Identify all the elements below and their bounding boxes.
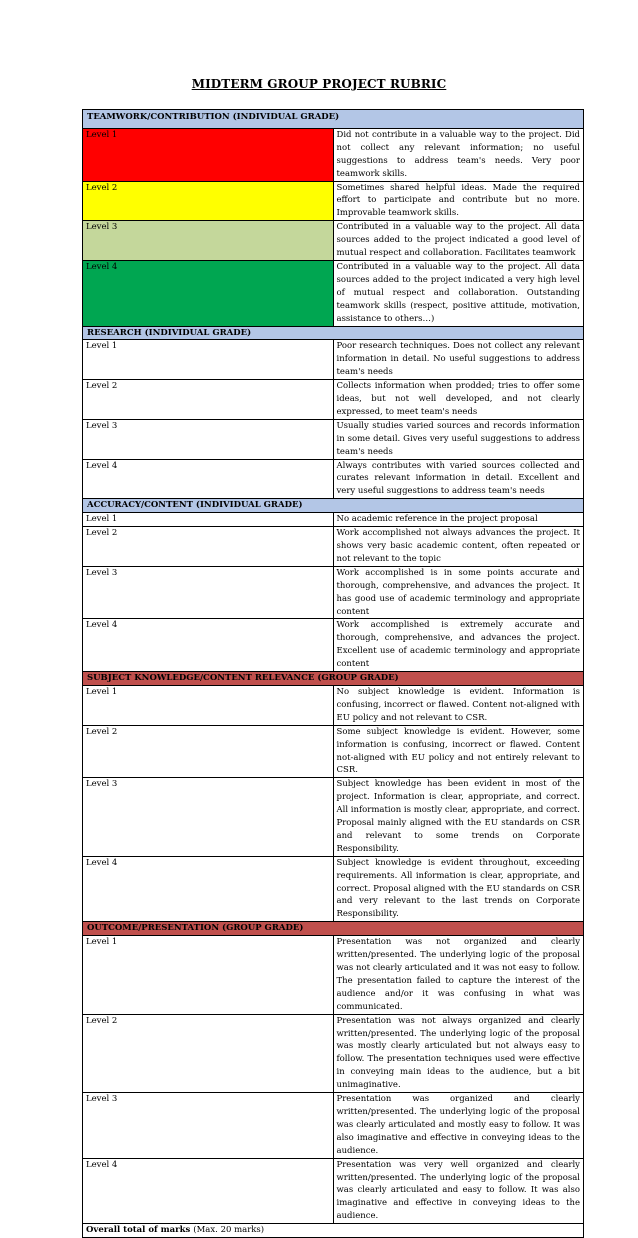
level-description: Subject knowledge has been evident in most of the project. Information is clear, appropriate, and correct. All information is mostly clear, appropriate, and correct. Proposal mainly aligned with the EU standards on CSR and relevant to some trends on Corporate Responsibility.	[333, 778, 584, 856]
level-label: Level 4	[83, 1158, 334, 1224]
level-description: Contributed in a valuable way to the project. All data sources added to the project indicated a very high level of mutual respect and collaboration. Outstanding teamwork skills (respect, positive attitude, motivation, assistance to others…)	[333, 260, 584, 326]
section-heading: OUTCOME/PRESENTATION (GROUP GRADE)	[83, 922, 584, 936]
rubric-row	[83, 936, 584, 1014]
rubric-row	[83, 778, 584, 856]
level-description: Contributed in a valuable way to the project. All data sources added to the project indicated a good level of mutual respect and collaboration. Facilitates teamwork	[333, 221, 584, 261]
rubric-row	[83, 566, 584, 619]
level-label: Level 1	[83, 128, 334, 181]
level-description: Work accomplished is extremely accurate and thorough, comprehensive, and advances the project. Excellent use of academic terminology and appropriate content	[333, 619, 584, 672]
section-header-row	[83, 499, 584, 513]
level-description: Usually studies varied sources and records information in some detail. Gives very useful suggestions to address team's needs	[333, 419, 584, 459]
level-description: Work accomplished not always advances the project. It shows very basic academic content, often repeated or not relevant to the topic	[333, 527, 584, 567]
section-heading: RESEARCH (INDIVIDUAL GRADE)	[83, 326, 584, 340]
page-title: MIDTERM GROUP PROJECT RUBRIC	[191, 77, 447, 91]
section-header-row	[83, 672, 584, 686]
level-description: No subject knowledge is evident. Information is confusing, incorrect or flawed. Content not-aligned with EU policy and not relevant to CSR.	[333, 685, 584, 725]
rubric-row	[83, 340, 584, 380]
level-label: Level 1	[83, 513, 334, 527]
level-label: Level 1	[83, 685, 334, 725]
level-label: Level 3	[83, 1093, 334, 1159]
level-description: Subject knowledge is evident throughout, exceeding requirements. All information is clear, appropriate, and correct. Proposal aligned with the EU standards on CSR and very relevant to the last trends on Corporate Responsibility.	[333, 856, 584, 922]
level-description: Did not contribute in a valuable way to the project. Did not collect any relevant information; no useful suggestions to address team's needs. Very poor teamwork skills.	[333, 128, 584, 181]
level-description: Poor research techniques. Does not collect any relevant information in detail. No useful suggestions to address team's needs	[333, 340, 584, 380]
level-label: Level 4	[83, 856, 334, 922]
total-max-note: (Max. 20 marks)	[193, 1225, 265, 1236]
rubric-row	[83, 459, 584, 499]
section-heading: ACCURACY/CONTENT (INDIVIDUAL GRADE)	[83, 499, 584, 513]
section-heading: TEAMWORK/CONTRIBUTION (INDIVIDUAL GRADE)	[83, 110, 584, 129]
level-description: Presentation was very well organized and clearly written/presented. The underlying logic of the proposal was clearly articulated and easy to follow. It was also imaginative and effective in conveying ideas to the audience.	[333, 1158, 584, 1224]
section-heading: SUBJECT KNOWLEDGE/CONTENT RELEVANCE (GROUP GRADE)	[83, 672, 584, 686]
level-label: Level 3	[83, 778, 334, 856]
rubric-row	[83, 619, 584, 672]
section-header-row	[83, 110, 584, 129]
level-label: Level 2	[83, 527, 334, 567]
level-description: Collects information when prodded; tries to offer some ideas, but not well developed, and not clearly expressed, to meet team's needs	[333, 380, 584, 420]
rubric-row	[83, 527, 584, 567]
level-description: Sometimes shared helpful ideas. Made the required effort to participate and contribute but no more. Improvable teamwork skills.	[333, 181, 584, 221]
rubric-row	[83, 1158, 584, 1224]
level-description: Work accomplished is in some points accurate and thorough, comprehensive, and advances the project. It has good use of academic terminology and appropriate content	[333, 566, 584, 619]
rubric-row	[83, 181, 584, 221]
total-row	[83, 1224, 584, 1238]
level-description: Presentation was organized and clearly written/presented. The underlying logic of the proposal was clearly articulated and mostly easy to follow. It was also imaginative and effective in conveying ideas to the audience.	[333, 1093, 584, 1159]
rubric-row	[83, 380, 584, 420]
rubric-row	[83, 513, 584, 527]
level-label: Level 3	[83, 419, 334, 459]
level-description: Presentation was not always organized and clearly written/presented. The underlying logic of the proposal was mostly clearly articulated but not always easy to follow. The presentation techniques used were effective in conveying main ideas to the audience, but a bit unimaginative.	[333, 1014, 584, 1092]
level-description: Always contributes with varied sources collected and curates relevant information in detail. Excellent and very useful suggestions to address team's needs	[333, 459, 584, 499]
rubric-table	[82, 109, 584, 1238]
rubric-row	[83, 1014, 584, 1092]
level-label: Level 2	[83, 181, 334, 221]
level-label: Level 1	[83, 340, 334, 380]
level-label: Level 4	[83, 459, 334, 499]
rubric-row	[83, 128, 584, 181]
total-label: Overall total of marks	[86, 1225, 191, 1236]
rubric-row	[83, 1093, 584, 1159]
level-label: Level 3	[83, 566, 334, 619]
rubric-row	[83, 221, 584, 261]
level-label: Level 1	[83, 936, 334, 1014]
level-label: Level 4	[83, 260, 334, 326]
level-description: No academic reference in the project proposal	[333, 513, 584, 527]
section-header-row	[83, 922, 584, 936]
section-header-row	[83, 326, 584, 340]
rubric-row	[83, 260, 584, 326]
level-label: Level 2	[83, 380, 334, 420]
rubric-row	[83, 685, 584, 725]
level-label: Level 2	[83, 1014, 334, 1092]
level-label: Level 4	[83, 619, 334, 672]
level-label: Level 3	[83, 221, 334, 261]
rubric-row	[83, 725, 584, 778]
total-cell	[83, 1224, 584, 1238]
level-description: Presentation was not organized and clearly written/presented. The underlying logic of the proposal was not clearly articulated and it was not easy to follow. The presentation failed to capture the interest of the audience and/or it was confusing in what was communicated.	[333, 936, 584, 1014]
level-label: Level 2	[83, 725, 334, 778]
rubric-row	[83, 419, 584, 459]
rubric-row	[83, 856, 584, 922]
level-description: Some subject knowledge is evident. However, some information is confusing, incorrect or flawed. Content not-aligned with EU policy and not entirely relevant to CSR.	[333, 725, 584, 778]
